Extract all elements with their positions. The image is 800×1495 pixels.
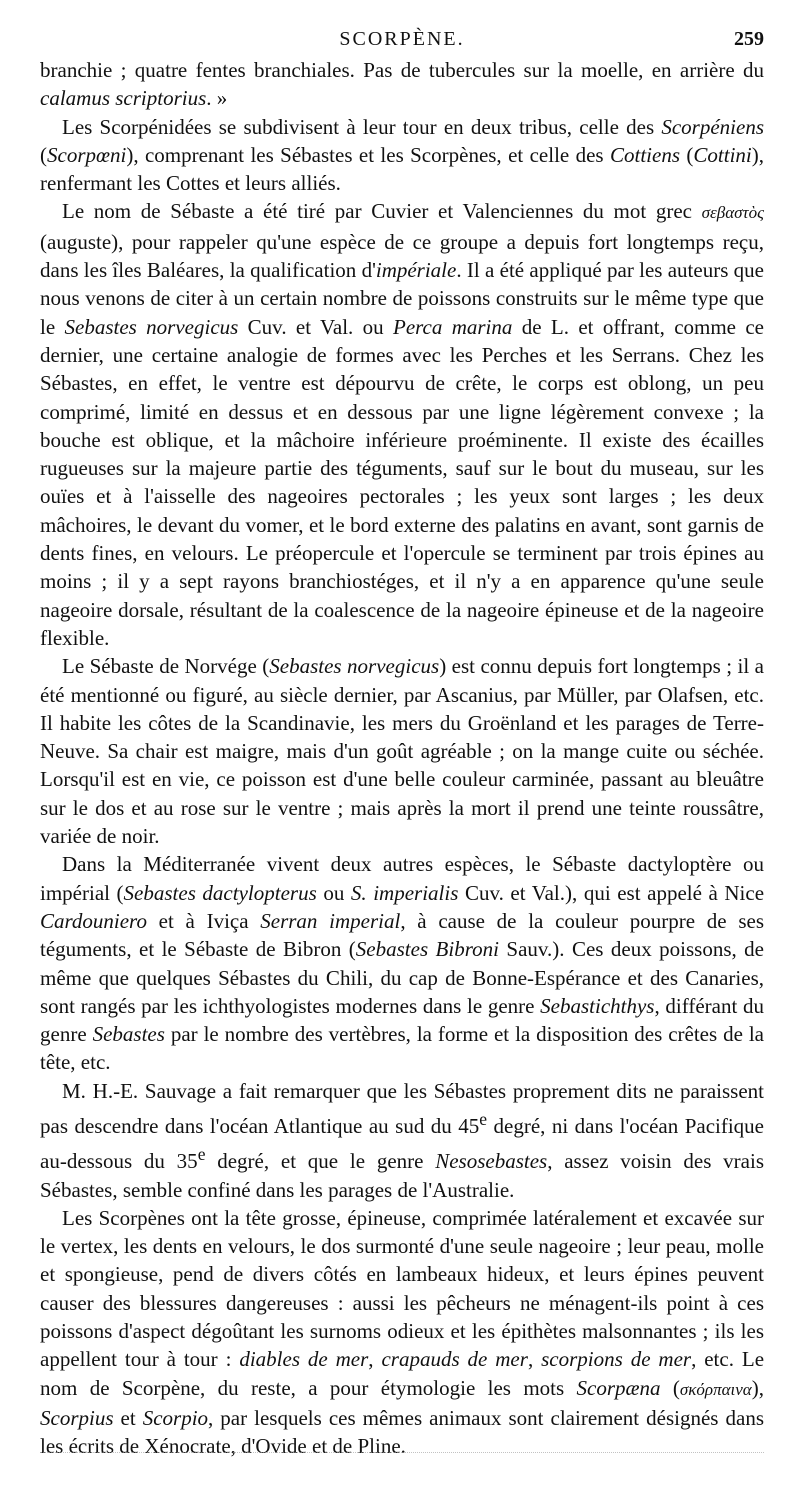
text-run: Les Scorpénidées se subdivisent à leur tour en deux tribus, celle des	[62, 114, 662, 139]
text-run: ,	[368, 1347, 382, 1372]
italic-term: Sebastes Bibroni	[355, 937, 499, 962]
italic-term: calamus scriptorius	[40, 86, 207, 111]
text-run: (auguste), pour rappeler qu'une espèce de ce groupe a depuis fort longtemps reçu, dans les îles Baléares, la qualification d'	[40, 229, 764, 283]
italic-term: crapauds de mer	[381, 1347, 528, 1372]
text-run: ),	[751, 1375, 764, 1400]
text-run: Les Scorpènes ont la tête grosse, épineuse, comprimée latéralement et excavée sur le vertex, les dents en velours, le dos surmonté d'une seule nageoire ; leur peau, molle et spongieuse, pend de divers côtés en lambeaux hideux, et leurs épines peuvent causer des blessures dangereuses : aussi les pêcheurs ne ménagent-ils point à ces poissons d'aspect dégoûtant les surnoms odieux et les épithètes malsonnantes ; ils les appellent tour à tour :	[40, 1205, 764, 1372]
text-run: . »	[206, 86, 228, 111]
italic-term: Cardouniero	[40, 908, 147, 933]
superscript: e	[197, 1144, 206, 1165]
running-header	[40, 22, 764, 56]
italic-term: Serran imperial	[260, 908, 401, 933]
text-run: , par lesquels ces mêmes animaux sont clairement désignés dans les écrits de Xénocrate, d'Ovide et de Pline.	[40, 1405, 764, 1459]
page-bottom-specks	[40, 1452, 764, 1463]
text-run: ou	[316, 880, 351, 905]
text-run: et à Iviça	[146, 908, 261, 933]
text-run: Dans la Méditerranée vivent deux autres espèces, le Sébaste dactyloptère ou impérial (	[40, 852, 764, 905]
superscript: e	[479, 1108, 488, 1129]
greek-word: σεβαστὸς	[701, 203, 764, 223]
paragraph-scorpenes	[40, 1204, 764, 1461]
italic-term: scorpions de mer	[541, 1347, 692, 1372]
text-run: . Il a été appliqué par les auteurs que nous venons de citer à un certain nombre de poissons construits sur le même type que le	[40, 258, 764, 339]
text-run: par le nombre des vertèbres, la forme et la disposition des crêtes de la tête, etc.	[40, 1022, 764, 1075]
text-run: M. H.-E. Sauvage a fait remarquer que les Sébastes proprement dits ne paraissent pas descendre dans l'océan Atlantique au sud du 45	[40, 1078, 764, 1138]
book-page	[40, 22, 764, 1482]
text-run: ,	[527, 1347, 542, 1372]
text-run: (	[40, 142, 47, 167]
paragraph-continuation	[40, 56, 764, 113]
italic-term: Perca marina	[393, 314, 513, 339]
italic-term: Scorpéniens	[661, 114, 764, 139]
italic-term: Nesosebastes	[435, 1149, 548, 1174]
italic-term: Sebastes dactylopterus	[123, 880, 317, 905]
running-title: SCORPÈNE.	[339, 28, 465, 50]
text-run: , à cause de la couleur pourpre de ses téguments, et le Sébaste de Bibron (	[40, 908, 764, 962]
italic-term: Scorpæna	[576, 1375, 661, 1400]
text-run: branchie ; quatre fentes branchiales. Pas de tubercules sur la moelle, en arrière du	[40, 58, 764, 82]
paragraph-sauvage	[40, 1077, 764, 1204]
italic-term: Cottini	[693, 142, 752, 167]
paragraph-sebaste-name	[40, 197, 764, 652]
italic-term: diables de mer	[239, 1347, 369, 1372]
text-run: (	[680, 142, 694, 167]
italic-term: Sebastes norvegicus	[269, 654, 440, 679]
paragraph-norvege	[40, 652, 764, 850]
text-run: Le Sébaste de Norvége (	[62, 654, 270, 679]
text-run: (	[660, 1375, 680, 1400]
italic-term: Sebastichthys	[540, 993, 655, 1018]
text-run: ), comprenant les Sébastes et les Scorpènes, et celle des	[126, 142, 610, 167]
text-run: ) est connu depuis fort longtemps ; il a été mentionné ou figuré, au siècle dernier, par Ascanius, par Müller, par Olafsen, etc. Il habite les côtes de la Scandinavie, les mers du Groënland et les parages de Terre-Neuve. Sa chair est maigre, mais d'un goût agréable ; on la mange cuite ou séchée. Lorsqu'il est en vie, ce poisson est d'une belle couleur carminée, passant au bleuâtre sur le dos et au rose sur le ventre ; mais après la mort il prend une teinte roussâtre, variée de noir.	[40, 654, 764, 849]
text-run: Cuv. et Val. ou	[238, 314, 393, 339]
text-run: , etc. Le nom de Scorpène, du reste, a pour étymologie les mots	[40, 1347, 765, 1400]
text-run: , différant du genre	[40, 993, 764, 1047]
italic-term: impériale	[375, 258, 457, 283]
text-run: ), renfermant les Cottes et leurs alliés.	[40, 142, 764, 196]
italic-term: Scorpio	[142, 1405, 209, 1430]
paragraph-tribes	[40, 113, 764, 198]
italic-term: S. imperialis	[350, 880, 459, 905]
italic-term: Sebastes	[92, 1022, 165, 1047]
text-run: Le nom de Sébaste a été tiré par Cuvier et Valenciennes du mot grec	[62, 199, 702, 224]
page-number: 259	[734, 28, 764, 50]
italic-term: Cottiens	[610, 142, 681, 167]
body-text	[40, 56, 764, 1461]
text-run: Cuv. et Val.), qui est appelé à Nice	[458, 880, 765, 905]
text-run: , assez voisin des vrais Sébastes, semble confiné dans les parages de l'Australie.	[40, 1149, 764, 1202]
text-run: degré, ni dans l'océan Pacifique au-dessous du 35	[40, 1113, 764, 1174]
italic-term: Scorpius	[40, 1405, 114, 1430]
text-run: degré, et que le genre	[205, 1149, 436, 1174]
text-run: Sauv.). Ces deux poissons, de même que quelques Sébastes du Chili, du cap de Bonne-Espérance et des Canaries, sont rangés par les ichthyologistes modernes dans le genre	[40, 937, 765, 1018]
italic-term: Sebastes norvegicus	[64, 314, 239, 339]
text-run: et	[113, 1405, 143, 1430]
text-run: de L. et offrant, comme ce dernier, une certaine analogie de formes avec les Perches et les Serrans. Chez les Sébastes, en effet, le ventre est dépourvu de crête, le corps est oblong, un peu comprimé, limité en dessus et en dessous par une ligne légèrement convexe ; la bouche est oblique, et la mâchoire inférieure proéminente. Il existe des écailles rugueuses sur la majeure partie des téguments, sauf sur le bout du museau, sur les ouïes et à l'aisselle des nageoires pectorales ; les yeux sont larges ; les deux mâchoires, le devant du vomer, et le bord externe des palatins en avant, sont garnis de dents fines, en velours. Le préopercule et l'opercule se terminent par trois épines au moins ; il y a sept rayons branchiostéges, et il n'y a en apparence qu'une seule nageoire dorsale, résultant de la coalescence de la nageoire épineuse et de la nageoire flexible.	[40, 314, 764, 650]
italic-term: Scorpœni	[47, 142, 127, 167]
paragraph-mediterranee	[40, 850, 764, 1076]
greek-word: σκόρπαινα	[679, 1379, 752, 1399]
